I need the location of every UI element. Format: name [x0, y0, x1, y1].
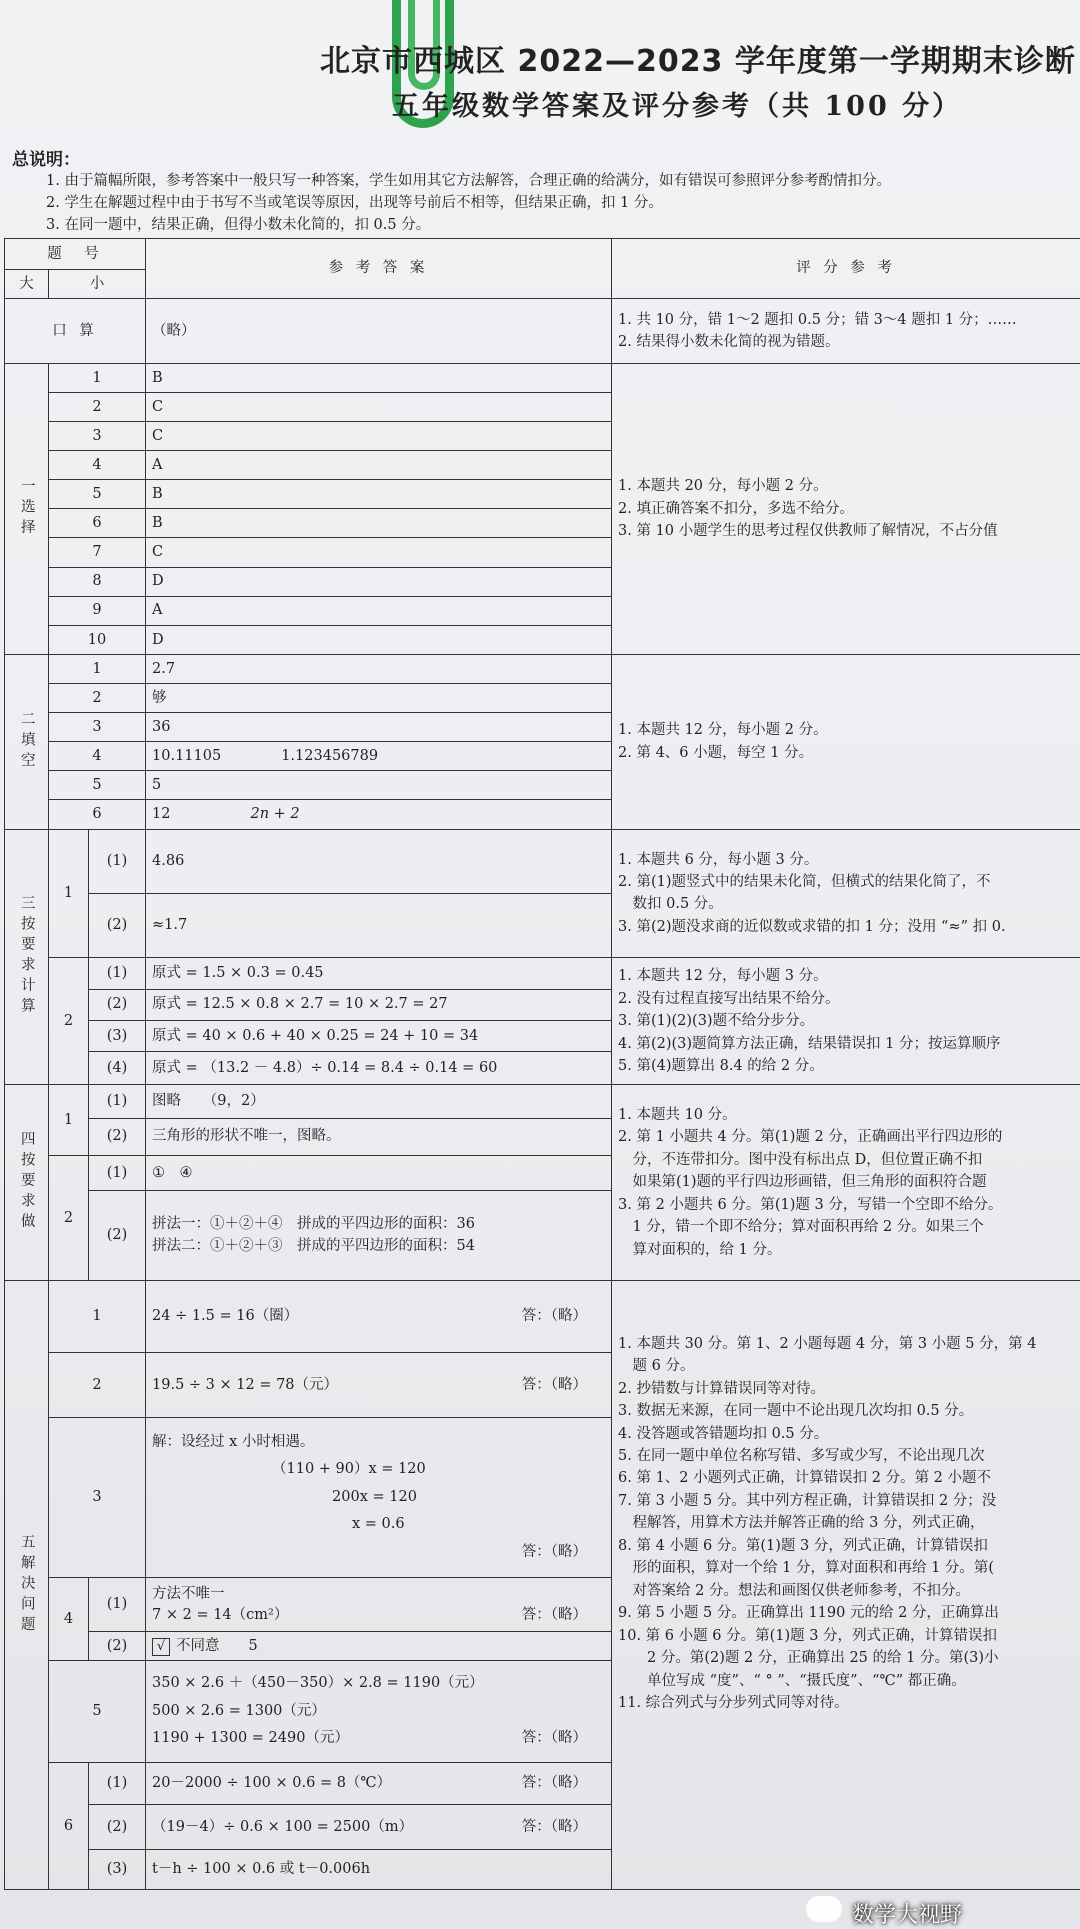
section-2-score — [612, 654, 1080, 829]
q-number: 4 — [49, 1578, 89, 1661]
answer-text: 19.5 ÷ 3 × 12 = 78（元） — [152, 1376, 339, 1393]
q-answer: 原式 = 12.5 × 0.8 × 2.7 = 10 × 2.7 = 27 — [146, 989, 612, 1020]
answer-tag: 答：（略） — [521, 1376, 588, 1393]
q-answer — [146, 1191, 612, 1280]
sub-q-number: (3) — [89, 1850, 146, 1890]
sub-q-number: (1) — [89, 1578, 146, 1632]
q-answer: B — [146, 509, 612, 538]
section-3-q2-score — [612, 958, 1080, 1085]
q-number: 6 — [49, 509, 146, 538]
q-number: 3 — [49, 713, 146, 742]
sub-q-number: (1) — [89, 1085, 146, 1118]
q-number: 6 — [49, 800, 146, 829]
q-answer: A — [146, 451, 612, 480]
watermark-text: 数学大视野 — [852, 1903, 963, 1928]
document-title: 北京市西城区 2022—2023 学年度第一学期期末诊断 — [320, 44, 1076, 79]
q-number: 9 — [49, 596, 146, 625]
q-number: 4 — [49, 742, 146, 771]
q-answer — [146, 800, 612, 829]
oral-score — [612, 299, 1080, 363]
answer-text: 不同意 5 — [176, 1637, 258, 1654]
q-answer — [146, 1661, 612, 1763]
score-line: 算对面积的，给 1 分。 — [618, 1241, 782, 1258]
q-answer — [146, 654, 612, 683]
q-number: 5 — [49, 771, 146, 800]
answer-text: 5 — [152, 777, 162, 794]
header-big: 大 — [5, 270, 49, 299]
section-2-label: 二填空 — [5, 654, 49, 829]
section-3-label: 三按要求计算 — [5, 829, 49, 1085]
sub-q-number: (4) — [89, 1051, 146, 1084]
q-answer: 4.86 — [146, 829, 612, 893]
score-line: 对答案给 2 分。想法和画图仅供老师参考，不扣分。 — [618, 1582, 970, 1599]
q-number: 1 — [49, 829, 89, 958]
q-answer: 原式 = 1.5 × 0.3 = 0.45 — [146, 958, 612, 989]
sub-q-number: (2) — [89, 989, 146, 1020]
score-line: 6. 第 1、2 小题列式正确，计算错误扣 2 分。第 2 小题不 — [618, 1470, 992, 1487]
sub-q-number: (2) — [89, 1118, 146, 1155]
q-answer: B — [146, 480, 612, 509]
answer-tag: 答：（略） — [521, 1543, 588, 1560]
q-answer: ≈1.7 — [146, 893, 612, 957]
sub-q-number: (1) — [89, 1763, 146, 1805]
answer-line: 拼法一：①＋②＋④ 拼成的平四边形的面积：36 — [152, 1216, 475, 1232]
q-answer: D — [146, 567, 612, 596]
score-line: 形的面积，算对一个给 1 分，算对面积和再给 1 分。第( — [618, 1560, 995, 1577]
q-number: 1 — [49, 1280, 146, 1353]
q-number: 2 — [49, 392, 146, 421]
q-number: 8 — [49, 567, 146, 596]
sub-q-number: (3) — [89, 1020, 146, 1051]
score-line: 2. 第 4、6 小题，每空 1 分。 — [618, 744, 814, 761]
answer-line: 拼法二：①＋②＋③ 拼成的平四边形的面积：54 — [152, 1238, 475, 1255]
answer-tag: 答：（略） — [521, 1818, 588, 1835]
q-answer: A — [146, 596, 612, 625]
general-note-3: 3. 在同一题中，结果正确，但得小数未化简的，扣 0.5 分。 — [46, 217, 431, 233]
q-number: 1 — [49, 1085, 89, 1156]
document-subtitle: 五年级数学答案及评分参考（共 100 分） — [392, 91, 963, 122]
section-4-score — [612, 1085, 1080, 1280]
answer-text-2: 1.123456789 — [281, 747, 379, 764]
q-answer — [146, 1280, 612, 1353]
score-line: 1. 本题共 12 分，每小题 3 分。 — [618, 968, 828, 985]
q-answer — [146, 1353, 612, 1417]
answer-text-2: 2n + 2 — [250, 806, 300, 823]
q-answer: 原式 = 40 × 0.6 + 40 × 0.25 = 24 + 10 = 34 — [146, 1020, 612, 1051]
answer-line: 7 × 2 = 14（cm²） — [152, 1606, 289, 1623]
score-line: 4. 第(2)(3)题简算方法正确，结果错误扣 1 分；按运算顺序 — [618, 1035, 1001, 1052]
answer-line: x = 0.6 — [352, 1516, 405, 1533]
sub-q-number: (2) — [89, 893, 146, 957]
answer-tag: 答：（略） — [521, 1730, 588, 1747]
q-number: 5 — [49, 1661, 146, 1763]
general-note-1: 1. 由于篇幅所限，参考答案中一般只写一种答案，学生如用其它方法解答，合理正确的给满分，如有错误可参照评分参考酌情扣分。 — [46, 173, 891, 189]
q-answer — [146, 742, 612, 771]
score-line: 11. 综合列式与分步列式同等对待。 — [618, 1695, 849, 1712]
sub-q-number: (1) — [89, 1155, 146, 1190]
q-number: 10 — [49, 625, 146, 654]
header-small: 小 — [49, 270, 146, 299]
score-line: 2. 抄错数与计算错误同等对待。 — [618, 1380, 825, 1397]
score-line: 4. 没答题或答错题均扣 0.5 分。 — [618, 1425, 829, 1442]
q-number: 5 — [49, 480, 146, 509]
score-line: 2. 填正确答案不扣分，多选不给分。 — [618, 500, 854, 517]
section-1-label: 一选择 — [5, 363, 49, 654]
q-answer — [146, 713, 612, 742]
q-answer: B — [146, 363, 612, 392]
q-answer — [146, 1578, 612, 1632]
general-notes-heading: 总说明： — [12, 150, 80, 170]
score-line: 1. 共 10 分，错 1～2 题扣 0.5 分；错 3～4 题扣 1 分；…… — [618, 311, 1017, 328]
header-question-number: 题 号 — [5, 239, 146, 270]
score-line: 2. 没有过程直接写出结果不给分。 — [618, 990, 840, 1007]
q-number: 1 — [49, 654, 146, 683]
score-line: 1. 本题共 6 分，每小题 3 分。 — [618, 851, 819, 868]
header-score: 评 分 参 考 — [612, 239, 1080, 299]
answer-tag: 答：（略） — [521, 1606, 588, 1623]
answer-text: 10.11105 — [152, 747, 222, 764]
sub-q-number: (2) — [89, 1804, 146, 1850]
section-4-label: 四按要求做 — [5, 1085, 49, 1280]
score-line: 题 6 分。 — [618, 1358, 695, 1375]
q-answer — [146, 1763, 612, 1805]
q-number: 7 — [49, 538, 146, 567]
q-number: 3 — [49, 421, 146, 450]
q-answer: C — [146, 392, 612, 421]
q-number: 3 — [49, 1417, 146, 1577]
q-answer — [146, 683, 612, 712]
answer-text: 20－2000 ÷ 100 × 0.6 = 8（℃） — [152, 1775, 392, 1792]
q-number: 2 — [49, 1155, 89, 1280]
score-line: 1 分，错一个即不给分；算对面积再给 2 分。如果三个 — [618, 1219, 984, 1236]
score-line: 1. 本题共 30 分。第 1、2 小题每题 4 分，第 3 小题 5 分，第 4 — [618, 1335, 1037, 1352]
score-line: 8. 第 4 小题 6 分。第(1)题 3 分，列式正确，计算错误扣 — [618, 1537, 988, 1554]
answer-text: 24 ÷ 1.5 = 16（圈） — [152, 1308, 299, 1325]
q-number: 4 — [49, 451, 146, 480]
score-line: 3. 第 10 小题学生的思考过程仅供教师了解情况，不占分值 — [618, 523, 998, 540]
sub-q-number: (1) — [89, 829, 146, 893]
score-line: 程解答，用算术方法并解答正确的给 3 分，列式正确， — [618, 1515, 985, 1532]
answer-text: 36 — [152, 718, 171, 735]
answer-text: 12 — [152, 806, 171, 823]
answer-tag: 答：（略） — [521, 1308, 588, 1325]
score-line: 如果第(1)题的平行四边形画错，但三角形的面积符合题 — [618, 1174, 987, 1191]
check-mark-icon: √ — [152, 1638, 170, 1656]
score-line: 单位写成 “度”、“ ° ”、“摄氏度”、“℃” 都正确。 — [618, 1672, 966, 1689]
sub-q-number: (1) — [89, 958, 146, 989]
answer-line: 350 × 2.6 ＋（450－350）× 2.8 = 1190（元） — [152, 1675, 484, 1692]
score-line: 1. 本题共 20 分，每小题 2 分。 — [618, 478, 828, 495]
answer-table — [4, 238, 1080, 1890]
score-line: 5. 在同一题中单位名称写错、多写或少写，不论出现几次 — [618, 1448, 985, 1465]
score-line: 9. 第 5 小题 5 分。正确算出 1190 元的给 2 分，正确算出 — [618, 1605, 999, 1622]
q-number: 1 — [49, 363, 146, 392]
q-answer: t－h ÷ 100 × 0.6 或 t－0.006h — [146, 1850, 612, 1890]
score-line: 2. 第 1 小题共 4 分。第(1)题 2 分，正确画出平行四边形的 — [618, 1129, 1003, 1146]
q-answer: ① ④ — [146, 1155, 612, 1190]
score-line: 2. 第(1)题竖式中的结果未化简，但横式的结果化简了，不 — [618, 873, 991, 890]
q-answer: C — [146, 538, 612, 567]
answer-line: 方法不唯一 — [152, 1586, 225, 1603]
q-answer — [146, 1804, 612, 1850]
q-answer — [146, 1632, 612, 1661]
answer-text: （19－4）÷ 0.6 × 100 = 2500（m） — [152, 1818, 414, 1835]
score-line: 2 分。第(2)题 2 分，正确算出 25 的给 1 分。第(3)小 — [618, 1650, 999, 1667]
score-line: 2. 结果得小数未化简的视为错题。 — [618, 334, 840, 351]
q-answer: 原式 = （13.2 － 4.8）÷ 0.14 = 8.4 ÷ 0.14 = 60 — [146, 1051, 612, 1084]
score-line: 分，不连带扣分。图中没有标出点 D，但位置正确不扣 — [618, 1151, 983, 1168]
section-1-score — [612, 363, 1080, 654]
score-line: 1. 本题共 12 分，每小题 2 分。 — [618, 722, 828, 739]
sub-q-number: (2) — [89, 1191, 146, 1280]
score-line: 3. 第 2 小题共 6 分。第(1)题 3 分，写错一个空即不给分。 — [618, 1196, 1003, 1213]
q-answer: 三角形的形状不唯一，图略。 — [146, 1118, 612, 1155]
wechat-icon — [806, 1896, 842, 1922]
score-line: 7. 第 3 小题 5 分。其中列方程正确，计算错误扣 2 分；没 — [618, 1492, 997, 1509]
q-answer: D — [146, 625, 612, 654]
sub-q-number: (2) — [89, 1632, 146, 1661]
answer-tag: 答：（略） — [521, 1775, 588, 1792]
section-5-label: 五解决问题 — [5, 1280, 49, 1889]
q-answer — [146, 771, 612, 800]
score-line: 3. 第(1)(2)(3)题不给分步分。 — [618, 1013, 815, 1030]
general-note-2: 2. 学生在解题过程中由于书写不当或笔误等原因，出现等号前后不相等，但结果正确，扣 1 分。 — [46, 195, 663, 211]
answer-text: 2.7 — [152, 660, 176, 677]
oral-answer: （略） — [146, 299, 612, 363]
section-3-q1-score — [612, 829, 1080, 958]
q-answer — [146, 1417, 612, 1577]
score-line: 3. 第(2)题没求商的近似数或求错的扣 1 分；没用 “≈” 扣 0. — [618, 918, 1006, 935]
q-number: 2 — [49, 958, 89, 1085]
answer-line: 解：设经过 x 小时相遇。 — [152, 1433, 315, 1450]
header-answer: 参 考 答 案 — [146, 239, 612, 299]
answer-text: 够 — [152, 689, 167, 706]
q-number: 2 — [49, 1353, 146, 1417]
oral-label: 口 算 — [5, 299, 146, 363]
answer-line: 200x = 120 — [332, 1488, 417, 1505]
answer-line: 500 × 2.6 = 1300（元） — [152, 1702, 326, 1719]
section-5-score — [612, 1280, 1080, 1889]
q-answer: C — [146, 421, 612, 450]
score-line: 10. 第 6 小题 6 分。第(1)题 3 分，列式正确，计算错误扣 — [618, 1627, 998, 1644]
score-line: 数扣 0.5 分。 — [618, 896, 723, 913]
score-line: 3. 数据无来源，在同一题中不论出现几次均扣 0.5 分。 — [618, 1403, 974, 1420]
q-number: 6 — [49, 1763, 89, 1890]
score-line: 1. 本题共 10 分。 — [618, 1106, 737, 1123]
q-number: 2 — [49, 683, 146, 712]
q-answer: 图略 （9，2） — [146, 1085, 612, 1118]
answer-line: （110 + 90）x = 120 — [272, 1461, 426, 1478]
answer-line: 1190 + 1300 = 2490（元） — [152, 1730, 349, 1747]
score-line: 5. 第(4)题算出 8.4 的给 2 分。 — [618, 1058, 824, 1075]
